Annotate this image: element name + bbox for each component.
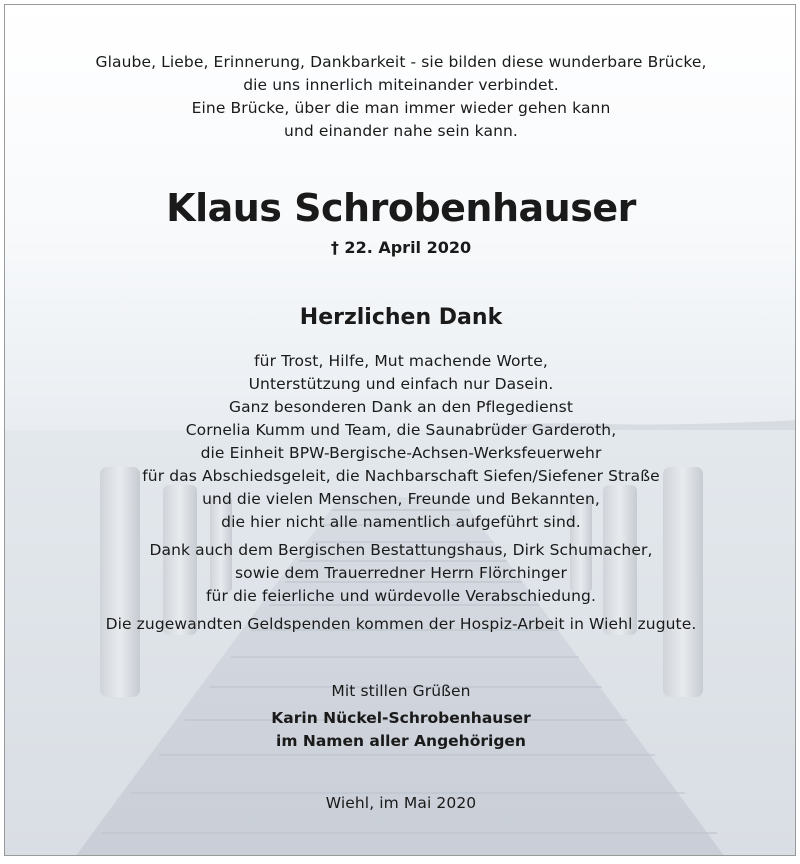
poem-line: und einander nahe sein kann. [284, 122, 518, 140]
funeral-line: sowie dem Trauerredner Herrn Flörchinger [234, 564, 568, 582]
deceased-name: Klaus Schrobenhauser [166, 186, 636, 230]
funeral-line: Dank auch dem Bergischen Bestattungshaus, Dirk Schumacher, [149, 541, 653, 559]
notice-text [5, 5, 796, 856]
death-date: † 22. April 2020 [330, 238, 472, 257]
body-line: Ganz besonderen Dank an den Pflegedienst [228, 398, 574, 416]
poem-line: Eine Brücke, über die man immer wieder gehen kann [191, 99, 611, 117]
body-line: für Trost, Hilfe, Mut machende Worte, [254, 352, 548, 370]
donation-note: Die zugewandten Geldspenden kommen der Hospiz-Arbeit in Wiehl zugute. [105, 615, 697, 633]
poem-line: die uns innerlich miteinander verbindet. [243, 76, 559, 94]
body-line: die Einheit BPW-Bergische-Achsen-Werksfeuerwehr [200, 444, 602, 462]
obituary-notice [4, 4, 796, 856]
body-line: die hier nicht alle namentlich aufgeführt sind. [221, 513, 581, 531]
body-line: und die vielen Menschen, Freunde und Bekannten, [202, 490, 600, 508]
signatory-name: Karin Nückel-Schrobenhauser [271, 709, 531, 727]
place-and-date: Wiehl, im Mai 2020 [325, 794, 477, 812]
signatory-note: im Namen aller Angehörigen [276, 732, 526, 750]
closing-greeting: Mit stillen Grüßen [331, 682, 471, 700]
body-line: Unterstützung und einfach nur Dasein. [248, 375, 554, 393]
funeral-line: für die feierliche und würdevolle Verabschiedung. [205, 587, 596, 605]
body-line: für das Abschiedsgeleit, die Nachbarschaft Siefen/Siefener Straße [142, 467, 660, 485]
poem-line: Glaube, Liebe, Erinnerung, Dankbarkeit - sie bilden diese wunderbare Brücke, [95, 53, 707, 71]
thanks-heading: Herzlichen Dank [299, 305, 503, 330]
body-line: Cornelia Kumm und Team, die Saunabrüder Garderoth, [185, 421, 617, 439]
